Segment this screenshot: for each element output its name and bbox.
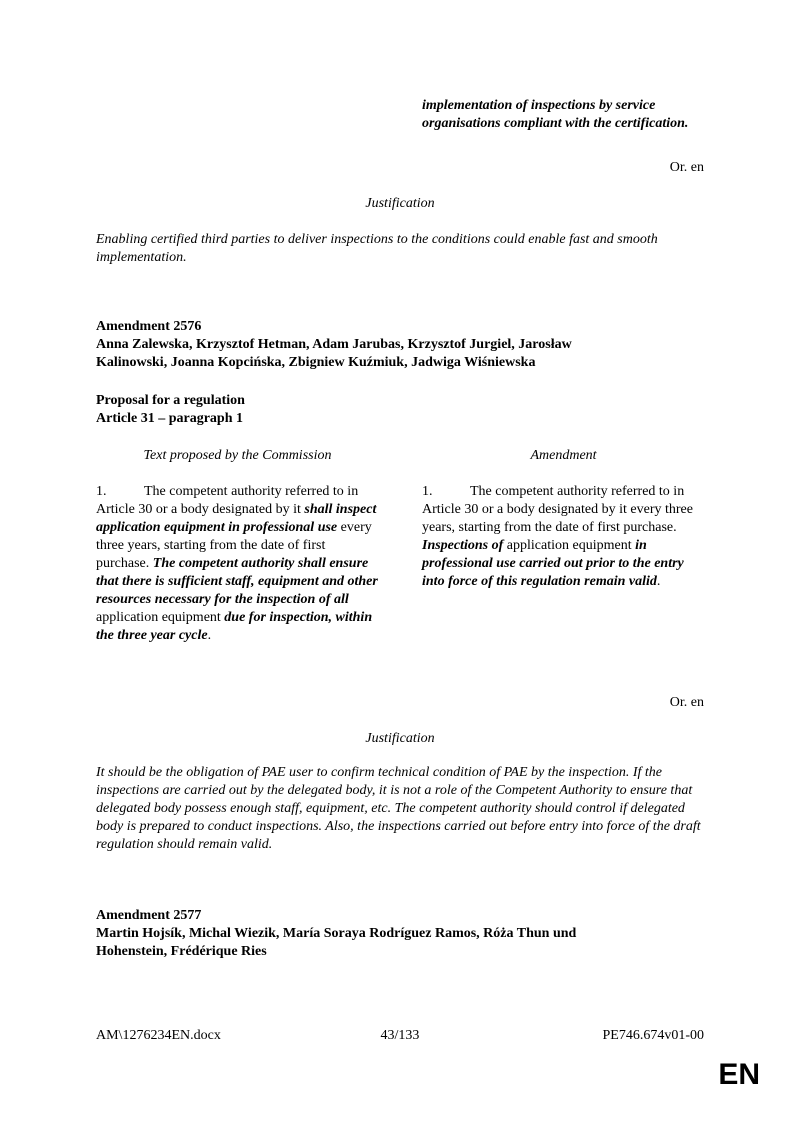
text-run: The competent authority referred to in Article 30 or a body designated by it [96, 484, 359, 517]
text-run: . [656, 574, 661, 589]
amendment-authors: Martin Hojsík, Michal Wiezik, María Soraya Rodríguez Ramos, Róża Thun und [96, 926, 577, 941]
proposal-title: Proposal for a regulation [96, 393, 245, 408]
bold-change: due for inspection, within the three year cycle [96, 610, 373, 643]
bold-change: in professional use carried out prior to the entry into force of this regulation remain valid [422, 538, 684, 589]
amendment-number: Amendment 2576 [96, 319, 202, 334]
column-title-amendment: Amendment [530, 448, 597, 463]
justification-text: It should be the obligation of PAE user to confirm technical condition of PAE by the inspection. If the inspections are carried out by the delegated body, it is not a role of the Competent Authority to ensure that delegated body possess enough staff, equipment, etc. The competent authority should control if delegated body is prepared to conduct inspections. Also, the inspections carried out before entry into force of the draft regulation should remain valid. [96, 765, 701, 852]
justification-title: Justification [365, 196, 435, 211]
amendment-authors-cont: Kalinowski, Joanna Kopcińska, Zbigniew Kuźmiuk, Jadwiga Wiśniewska [96, 355, 536, 370]
amendment-authors-cont: Hohenstein, Frédérique Ries [96, 944, 267, 959]
footer-page-number: 43/133 [380, 1028, 420, 1043]
amendment-number: Amendment 2577 [96, 908, 202, 923]
bold-change: Inspections of [422, 538, 504, 553]
footer-pe-ref: PE746.674v01-00 [602, 1028, 704, 1043]
footer-doc-ref: AM\1276234EN.docx [96, 1028, 221, 1043]
amendment-header [96, 318, 708, 372]
original-language-label: Or. en [669, 160, 704, 175]
text-run: . [207, 628, 212, 643]
bold-change: shall inspect application equipment in professional use [96, 502, 377, 535]
prior-amendment-tail: implementation of inspections by service organisations compliant with the certification. [422, 98, 689, 131]
commission-text [96, 483, 379, 645]
text-run: application equipment [503, 538, 636, 553]
amendment-authors: Anna Zalewska, Krzysztof Hetman, Adam Jarubas, Krzysztof Jurgiel, Jarosław [96, 337, 572, 352]
paragraph-number: 1. [96, 484, 107, 499]
language-badge: EN [718, 1058, 760, 1091]
amendment-header [96, 907, 708, 961]
paragraph-number: 1. [422, 484, 433, 499]
column-title-commission: Text proposed by the Commission [143, 448, 332, 463]
amendment-text [422, 483, 705, 591]
justification-text: Enabling certified third parties to deliver inspections to the conditions could enable fast and smooth implementation. [96, 232, 658, 265]
text-run: application equipment [96, 610, 225, 625]
bold-change: The competent authority shall ensure that there is sufficient staff, equipment and other resources necessary for the inspection of all [96, 556, 378, 607]
text-run: The competent authority referred to in Article 30 or a body designated by it every three years, starting from the date of first purchase. [422, 484, 693, 535]
article-reference: Article 31 – paragraph 1 [96, 411, 243, 426]
original-language-label: Or. en [669, 695, 704, 710]
justification-title: Justification [365, 731, 435, 746]
proposal-reference [96, 392, 708, 428]
text-run: every three years, starting from the date of first purchase. [96, 520, 372, 571]
